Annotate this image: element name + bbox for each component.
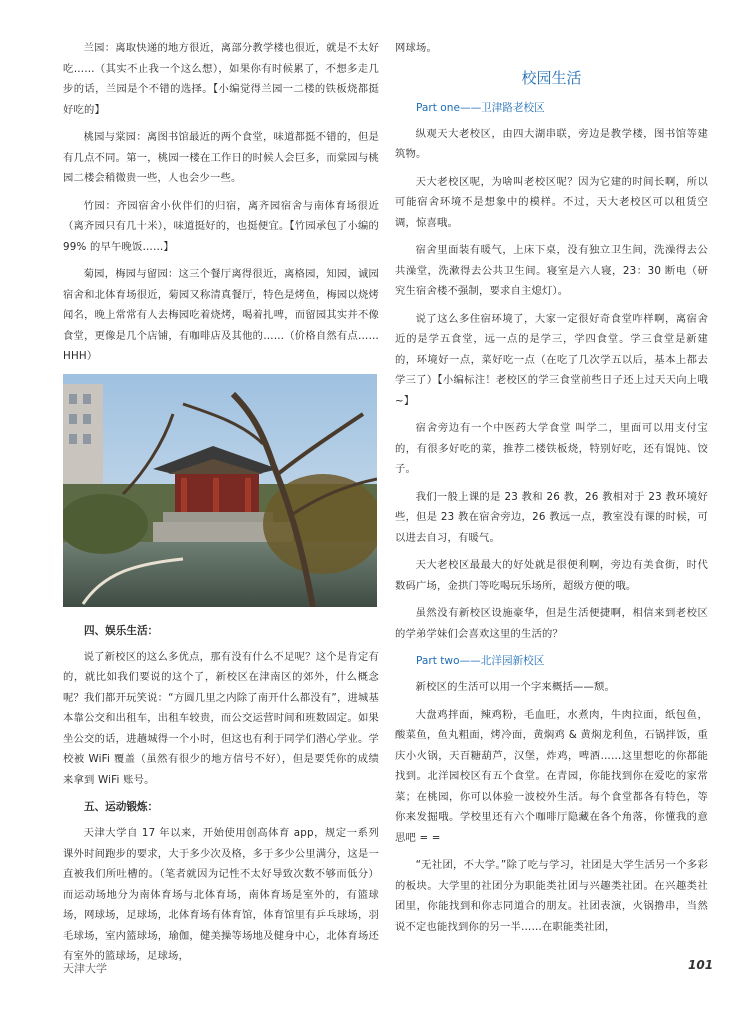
paragraph-classrooms: 我们一般上课的是 23 教和 26 教，26 教相对于 23 教环境好些，但是 23 教在宿舍旁边，26 教远一点，教室没有课的时候，可以进去自习，有暖气。 [395,490,708,544]
part-two-heading: Part two——北洋园新校区 [416,655,545,667]
heading-entertainment: 四、娱乐生活： [84,624,159,637]
part-one-heading: Part one——卫津路老校区 [416,101,545,114]
paragraph-taoyuan-tangyuan: 桃园与棠园：离图书馆最近的两个食堂，味道都挺不错的，但是有几点不同。第一，桃园一楼在工作日的时候人会巨多，而棠园与桃园二楼会稍微贵一些，人也会少一些。 [63,131,379,184]
footer-university: 天津大学 [63,962,107,975]
paragraph-tcm-canteen: 宿舍旁边有一个中医药大学食堂 叫学二，里面可以用支付宝的，有很多好吃的菜，推荐二楼铁板烧，特别好吃，还有馄饨、饺子。 [395,422,708,475]
paragraph-old-campus-summary: 虽然没有新校区设施豪华，但是生活便捷啊，相信来到老校区的学弟学妹们会喜欢这里的生活的？ [395,607,708,640]
paragraph-dormitory: 宿舍里面装有暖气，上床下桌，没有独立卫生间，洗澡得去公共澡堂，洗漱得去公共卫生间。寝室是六人寝，23：30 断电（研究生宿舍楼不强制，要求自主熄灯）。 [395,244,708,297]
paragraph-new-campus-intro: 新校区的生活可以用一个字来概括——颓。 [415,681,616,693]
paragraph-zhuyuan: 竹园：齐园宿舍小伙伴们的归宿，离齐园宿舍与南体育场很近（离齐园只有几十米），味道挺好的，也挺便宜。【竹园承包了小编的 99% 的早午晚饭……】 [63,199,379,253]
paragraph-sports: 天津大学自 17 年以来，开始使用创高体育 app，规定一系列课外时间跑步的要求，大于多少次及格，多于多少公里满分，这是一直被我们所吐槽的。（笔者就因为记性不太好导致次数不够而低分）而运动场地分为南体育场与北体育场，南体育场是室外的，有篮球场，网球场，足球场，北体育场有体育馆，体育馆里有乒乓球场，羽毛球场，室内篮球场，瑜伽，健美操等场地及健身中心，北体育场还有室外的篮球场，足球场， [63,827,379,962]
page-number: 101 [688,958,714,972]
paragraph-lanyuan: 兰园：离取快递的地方很近，离部分教学楼也很近，就是不太好吃……（其实不止我一个这么想），如果你有时候累了，不想多走几步的话，兰园是个不错的选择。【小编觉得兰园一二楼的铁板烧都挺好吃的】 [63,42,379,116]
right-column [395,38,708,944]
paragraph-canteens: 说了这么多住宿环境了，大家一定很好奇食堂咋样啊，离宿舍近的是学五食堂，远一点的是学三，学四食堂。学三食堂是新建的，环境好一点，菜好吃一点（在吃了几次学五以后，基本上都去学三了）【小编标注！老校区的学三食堂前些日子还上过天天向上哦 ~】 [395,312,708,407]
paragraph-entertainment: 说了新校区的这么多优点，那有没有什么不足呢？这个是肯定有的，就比如我们要说的这个了，新校区在津南区的郊外，什么概念呢？我们都开玩笑说：“方圆几里之内除了南开什么都没有”，进城基本靠公交和出租车，出租车较贵，而公交运营时间和班数固定。如果坐公交的话，进趟城得一个小时，但这也有利于同学们潜心学业。学校被 WiFi 覆盖（虽然有很少的地方信号不好），但是要凭你的成绩来拿到 WiFi 账号。 [63,650,379,786]
paragraph-old-campus-why: 天大老校区呢，为啥叫老校区呢？因为它建的时间长啊，所以可能宿舍环境不是想象中的模样。不过，天大老校区可以租赁空调，惊喜哦。 [395,175,708,229]
paragraph-old-campus-overview: 纵观天大老校区，由四大湖串联，旁边是教学楼，图书馆等建筑物。 [395,127,708,160]
paragraph-clubs: “无社团，不大学。”除了吃与学习，社团是大学生活另一个多彩的板块。大学里的社团分为职能类社团与兴趣类社团。在兴趣类社团里，你能找到和你志同道合的朋友。社团表演，火锅撸串，当然说不定也能找到你的另一半……在职能类社团， [395,859,708,933]
section-title-campus-life: 校园生活 [521,68,582,87]
paragraph-continued: 网球场。 [395,42,437,54]
heading-sports: 五、运动锻炼： [84,801,159,813]
left-column [63,38,379,974]
paragraph-convenience: 天大老校区最最大的好处就是很便利啊，旁边有美食街，时代数码广场，金拱门等吃喝玩乐场所，超级方便的哦。 [395,559,708,592]
paragraph-new-campus-food: 大盘鸡拌面，辣鸡粉，毛血旺，水煮肉，牛肉拉面，纸包鱼，酸菜鱼，鱼丸粗面，烤冷面，黄焖鸡 & 黄焖龙利鱼，石锅拌饭，重庆小火锅，天百糖葫芦，汉堡，炸鸡，啤酒……这里想吃的你都能找到。北洋园校区有五个食堂。在青园，你能找到你在爱吃的家常菜；在桃园，你可以体验一波校外生活。每个食堂都各有特色，等你来发掘哦。学校里还有六个咖啡厅隐藏在各个角落，你懂我的意思吧 = = [395,708,708,844]
campus-pavilion-photo [63,374,377,607]
paragraph-juyuan-meiyuan-liuyuan: 菊园，梅园与留园：这三个餐厅离得很近，离格园，知园，诚园宿舍和北体育场很近，菊园又称清真餐厅，特色是烤鱼，梅园以烧烤闻名，晚上常常有人去梅园吃着烧烤，喝着扎啤，而留园其实并不像食堂，更像是几个店铺，有咖啡店及其他的……（价格自然有点……HHH） [63,268,379,362]
